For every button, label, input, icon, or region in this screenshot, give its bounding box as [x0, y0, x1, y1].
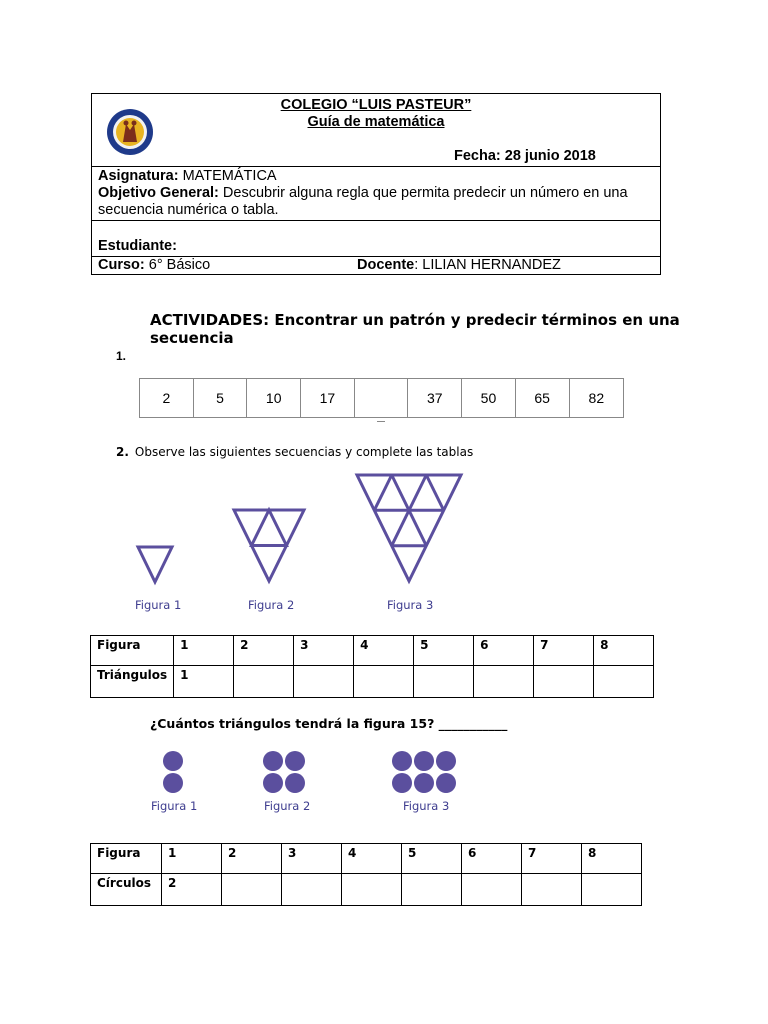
table-cell: 1: [174, 666, 234, 698]
course-section: [92, 257, 660, 275]
question-2-number: 2.: [116, 445, 129, 459]
header-box: [91, 93, 661, 275]
table-header-cell: 8: [594, 636, 654, 666]
circle-figure-1: [162, 750, 184, 794]
table-input-cell[interactable]: [402, 874, 462, 906]
subject-value: MATEMÁTICA: [178, 168, 277, 184]
table-header-cell: 3: [282, 844, 342, 874]
circles-table: [90, 843, 642, 906]
table-input-cell[interactable]: [222, 874, 282, 906]
sequence-cell: 5: [194, 379, 248, 417]
table-header-cell: Figura: [91, 636, 174, 666]
circle-figure-3: [391, 750, 457, 794]
guide-title: Guía de matemática: [307, 114, 445, 130]
sequence-cell: 50: [462, 379, 516, 417]
table-header-cell: 1: [174, 636, 234, 666]
table-input-cell[interactable]: [522, 874, 582, 906]
table-row: [91, 636, 654, 666]
student-section: [92, 221, 660, 257]
table-input-cell[interactable]: [342, 874, 402, 906]
table-header-cell: 1: [162, 844, 222, 874]
table-input-cell[interactable]: [294, 666, 354, 698]
header-top: [92, 94, 660, 167]
sequence-cell: 10: [247, 379, 301, 417]
sequence-cell: 65: [516, 379, 570, 417]
table-cell: 2: [162, 874, 222, 906]
triangle-figure-2: [232, 508, 306, 584]
table-header-cell: 7: [534, 636, 594, 666]
objective-label: Objetivo General:: [98, 185, 219, 201]
table-row-label: Triángulos: [91, 666, 174, 698]
subject-line: [98, 168, 654, 185]
question-2-text: Observe las siguientes secuencias y complete las tablas: [134, 445, 474, 459]
table-input-cell[interactable]: [462, 874, 522, 906]
table-input-cell[interactable]: [282, 874, 342, 906]
table-header-cell: Figura: [91, 844, 162, 874]
table-header-cell: 5: [402, 844, 462, 874]
table-header-cell: 5: [414, 636, 474, 666]
objective-value: Descubrir alguna regla que permita predecir un número en una secuencia numérica o tabla.: [98, 185, 628, 218]
subject-section: [92, 167, 660, 221]
table-header-cell: 7: [522, 844, 582, 874]
sequence-strip: [139, 378, 624, 418]
table-input-cell[interactable]: [474, 666, 534, 698]
triangle-figure-3-label: Figura 3: [387, 598, 434, 612]
sequence-cell: 37: [408, 379, 462, 417]
sequence-cell: 2: [140, 379, 194, 417]
table-input-cell[interactable]: [354, 666, 414, 698]
circle-figure-2-label: Figura 2: [264, 799, 311, 813]
table-header-cell: 6: [474, 636, 534, 666]
triangle-figure-2-label: Figura 2: [248, 598, 295, 612]
teacher-label: Docente: [357, 257, 415, 273]
sequence-cell: 82: [588, 390, 605, 406]
sequence-cell: 17: [301, 379, 355, 417]
question-2: [116, 445, 473, 459]
activities-title: ACTIVIDADES: Encontrar un patrón y predecir términos en una secuencia: [150, 311, 680, 347]
table-row-label: Círculos: [91, 874, 162, 906]
table-row: [91, 874, 642, 906]
course-value: 6° Básico: [144, 257, 211, 273]
subject-label: Asignatura:: [98, 168, 179, 184]
table-row: [91, 844, 642, 874]
table-input-cell[interactable]: [582, 874, 642, 906]
objective-line: [98, 185, 654, 219]
table-row: [91, 666, 654, 698]
table-input-cell[interactable]: [534, 666, 594, 698]
triangle-figure-3: [355, 473, 463, 585]
table-input-cell[interactable]: [594, 666, 654, 698]
table-input-cell[interactable]: [414, 666, 474, 698]
student-label: Estudiante:: [98, 238, 177, 254]
school-name: COLEGIO “LUIS PASTEUR”: [280, 97, 472, 113]
table-header-cell: 3: [294, 636, 354, 666]
teacher-line: [357, 257, 561, 274]
circle-figure-1-label: Figura 1: [151, 799, 198, 813]
table-header-cell: 2: [234, 636, 294, 666]
question-1-number: 1.: [116, 349, 127, 363]
date-label: Fecha: 28 junio 2018: [454, 148, 596, 164]
triangles-table: [90, 635, 654, 698]
course-label: Curso:: [98, 257, 145, 273]
teacher-value: : LILIAN HERNANDEZ: [414, 257, 561, 273]
table-header-cell: 2: [222, 844, 282, 874]
circle-figure-3-label: Figura 3: [403, 799, 450, 813]
answer-underline: [377, 421, 385, 422]
triangle-figure-1-label: Figura 1: [135, 598, 182, 612]
figure-15-question: ¿Cuántos triángulos tendrá la figura 15? ___________: [150, 716, 508, 731]
sequence-blank-cell[interactable]: [355, 379, 409, 417]
table-input-cell[interactable]: [234, 666, 294, 698]
table-header-cell: 4: [342, 844, 402, 874]
circle-figure-2: [262, 750, 306, 794]
table-header-cell: 4: [354, 636, 414, 666]
triangle-figure-1: [136, 545, 174, 585]
table-header-cell: 8: [582, 844, 642, 874]
table-header-cell: 6: [462, 844, 522, 874]
